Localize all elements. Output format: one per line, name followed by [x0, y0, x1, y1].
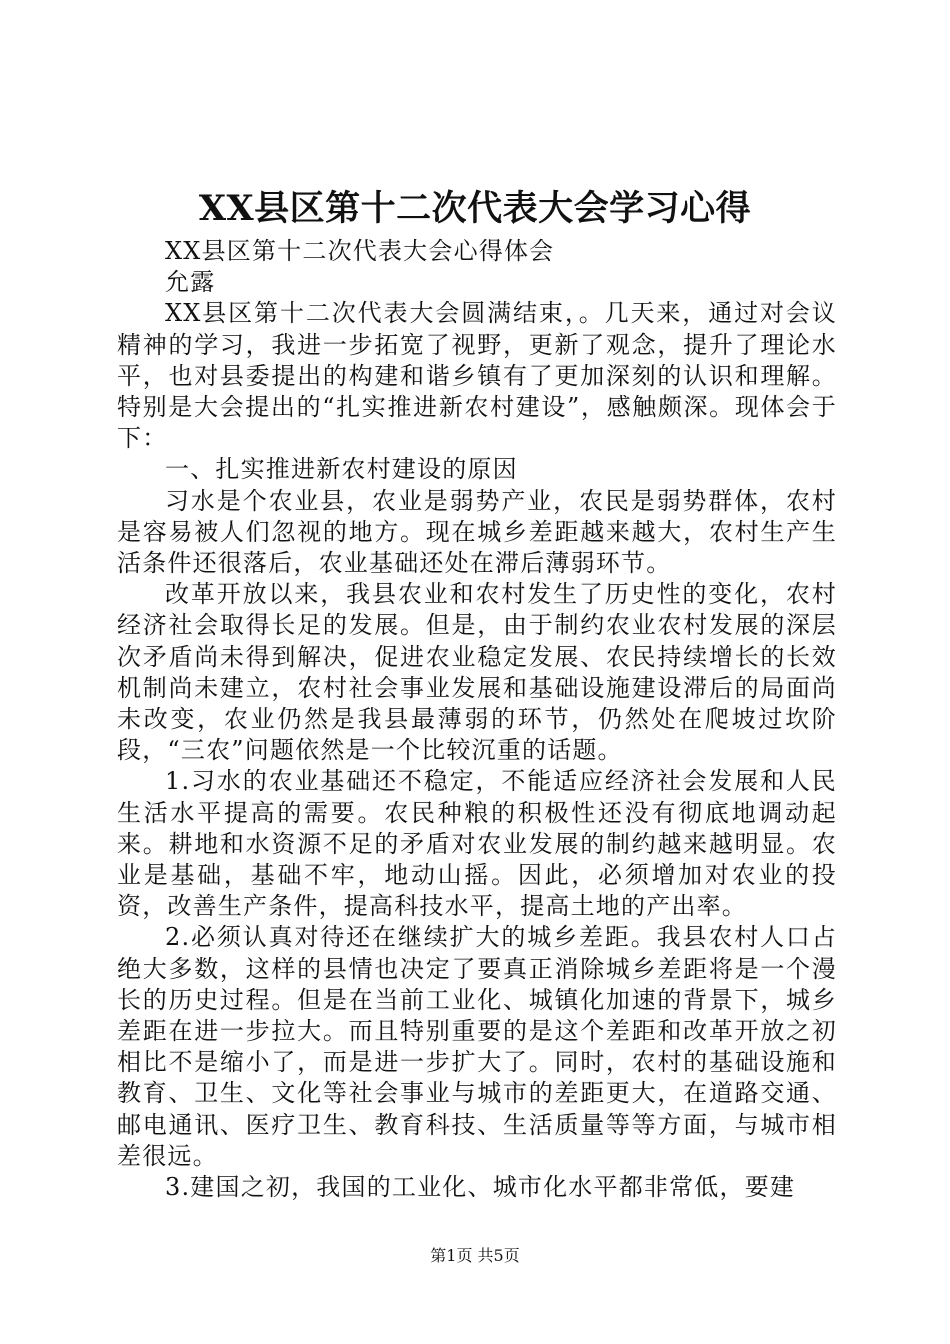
numbered-paragraph: 3.建国之初，我国的工业化、城市化水平都非常低，要建 [165, 1173, 796, 1202]
author-name: 允露 [165, 268, 216, 297]
section-heading: 一、扎实推进新农村建设的原因 [165, 455, 518, 484]
subtitle: XX县区第十二次代表大会心得体会 [165, 237, 555, 265]
paragraph: 习水是个农业县，农业是弱势产业，农民是弱势群体，农村是容易被人们忽视的地方。现在城乡差距越来越大，农村生产生活条件还很落后，农业基础还处在滞后薄弱环节。 [117, 486, 837, 578]
paragraph: XX县区第十二次代表大会圆满结束，。几天来，通过对会议精神的学习，我进一步拓宽了视野，更新了观念，提升了理论水平，也对县委提出的构建和谐乡镇有了更加深刻的认识和理解。特别是大会提出的“扎实推进新农村建设”，感触颇深。现体会于下： [117, 299, 837, 453]
paragraph: 改革开放以来，我县农业和农村发生了历史性的变化，农村经济社会取得长足的发展。但是，由于制约农业农村发展的深层次矛盾尚未得到解决，促进农业稳定发展、农民持续增长的长效机制尚未建立，农村社会事业发展和基础设施建设滞后的局面尚未改变，农业仍然是我县最薄弱的环节，仍然处在爬坡过坎阶段，“三农”问题依然是一个比较沉重的话题。 [117, 580, 837, 765]
page-footer: 第1页 共5页 [430, 1246, 520, 1265]
numbered-paragraph: 1.习水的农业基础还不稳定，不能适应经济社会发展和人民生活水平提高的需要。农民种粮的积极性还没有彻底地调动起来。耕地和水资源不足的矛盾对农业发展的制约越来越明显。农业是基础，基础不牢，地动山摇。因此，必须增加对农业的投资，改善生产条件，提高科技水平，提高土地的产出率。 [117, 767, 837, 921]
document-body [117, 236, 837, 1203]
document-title: XX县区第十二次代表大会学习心得 [198, 188, 752, 229]
numbered-paragraph: 2.必须认真对待还在继续扩大的城乡差距。我县农村人口占绝大多数，这样的县情也决定了要真正消除城乡差距将是一个漫长的历史过程。但是在当前工业化、城镇化加速的背景下，城乡差距在进一步拉大。而且特别重要的是这个差距和改革开放之初相比不是缩小了，而是进一步扩大了。同时，农村的基础设施和教育、卫生、文化等社会事业与城市的差距更大，在道路交通、邮电通讯、医疗卫生、教育科技、生活质量等等方面，与城市相差很远。 [117, 923, 837, 1170]
